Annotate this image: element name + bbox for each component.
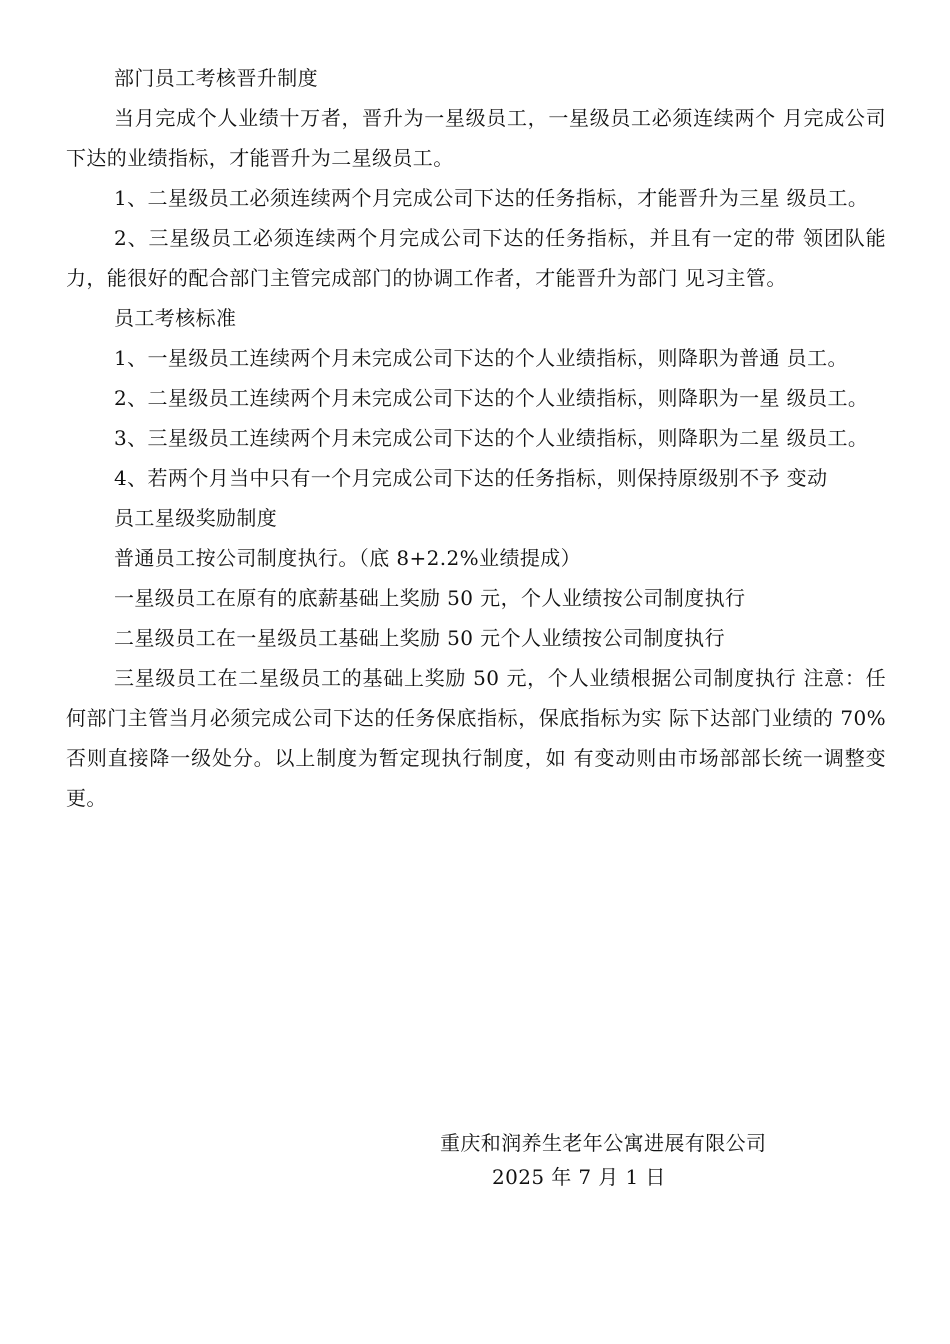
paragraph: 1、二星级员工必须连续两个月完成公司下达的任务指标，才能晋升为三星 级员工。 bbox=[114, 186, 869, 210]
signature-block bbox=[440, 1126, 860, 1194]
section-heading-rewards: 员工星级奖励制度 bbox=[114, 506, 278, 530]
paragraph: 2、二星级员工连续两个月未完成公司下达的个人业绩指标，则降职为一星 级员工。 bbox=[114, 386, 869, 410]
paragraph: 4、若两个月当中只有一个月完成公司下达的任务指标，则保持原级别不予 变动 bbox=[114, 466, 828, 490]
section-heading-promotion: 部门员工考核晋升制度 bbox=[114, 66, 318, 90]
section-promotion bbox=[66, 58, 886, 298]
paragraph: 当月完成个人业绩十万者，晋升为一星级员工，一星级员工必须连续两个 月完成公司下达的业绩指标，才能晋升为二星级员工。 bbox=[66, 106, 886, 170]
document-body bbox=[66, 58, 886, 818]
paragraph: 一星级员工在原有的底薪基础上奖励 50 元，个人业绩按公司制度执行 bbox=[114, 586, 746, 610]
section-rewards bbox=[66, 498, 886, 818]
paragraph: 三星级员工在二星级员工的基础上奖励 50 元，个人业绩根据公司制度执行 注意：任何部门主管当月必须完成公司下达的任务保底指标，保底指标为实 际下达部门业绩的 70%否则直接降一级处分。以上制度为暂定现执行制度，如 有变动则由市场部部长统一调整变更。 bbox=[66, 666, 886, 810]
signature-company: 重庆和润养生老年公寓进展有限公司 bbox=[440, 1131, 767, 1155]
paragraph: 3、三星级员工连续两个月未完成公司下达的个人业绩指标，则降职为二星 级员工。 bbox=[114, 426, 869, 450]
paragraph: 2、三星级员工必须连续两个月完成公司下达的任务指标，并且有一定的带 领团队能力，能很好的配合部门主管完成部门的协调工作者，才能晋升为部门 见习主管。 bbox=[66, 226, 886, 290]
paragraph: 1、一星级员工连续两个月未完成公司下达的个人业绩指标，则降职为普通 员工。 bbox=[114, 346, 848, 370]
section-heading-assessment: 员工考核标准 bbox=[114, 306, 237, 330]
section-assessment bbox=[66, 298, 886, 498]
paragraph: 普通员工按公司制度执行。（底 8+2.2%业绩提成） bbox=[114, 546, 582, 570]
signature-date: 2025 年 7 月 1 日 bbox=[492, 1165, 666, 1189]
paragraph: 二星级员工在一星级员工基础上奖励 50 元个人业绩按公司制度执行 bbox=[114, 626, 725, 650]
